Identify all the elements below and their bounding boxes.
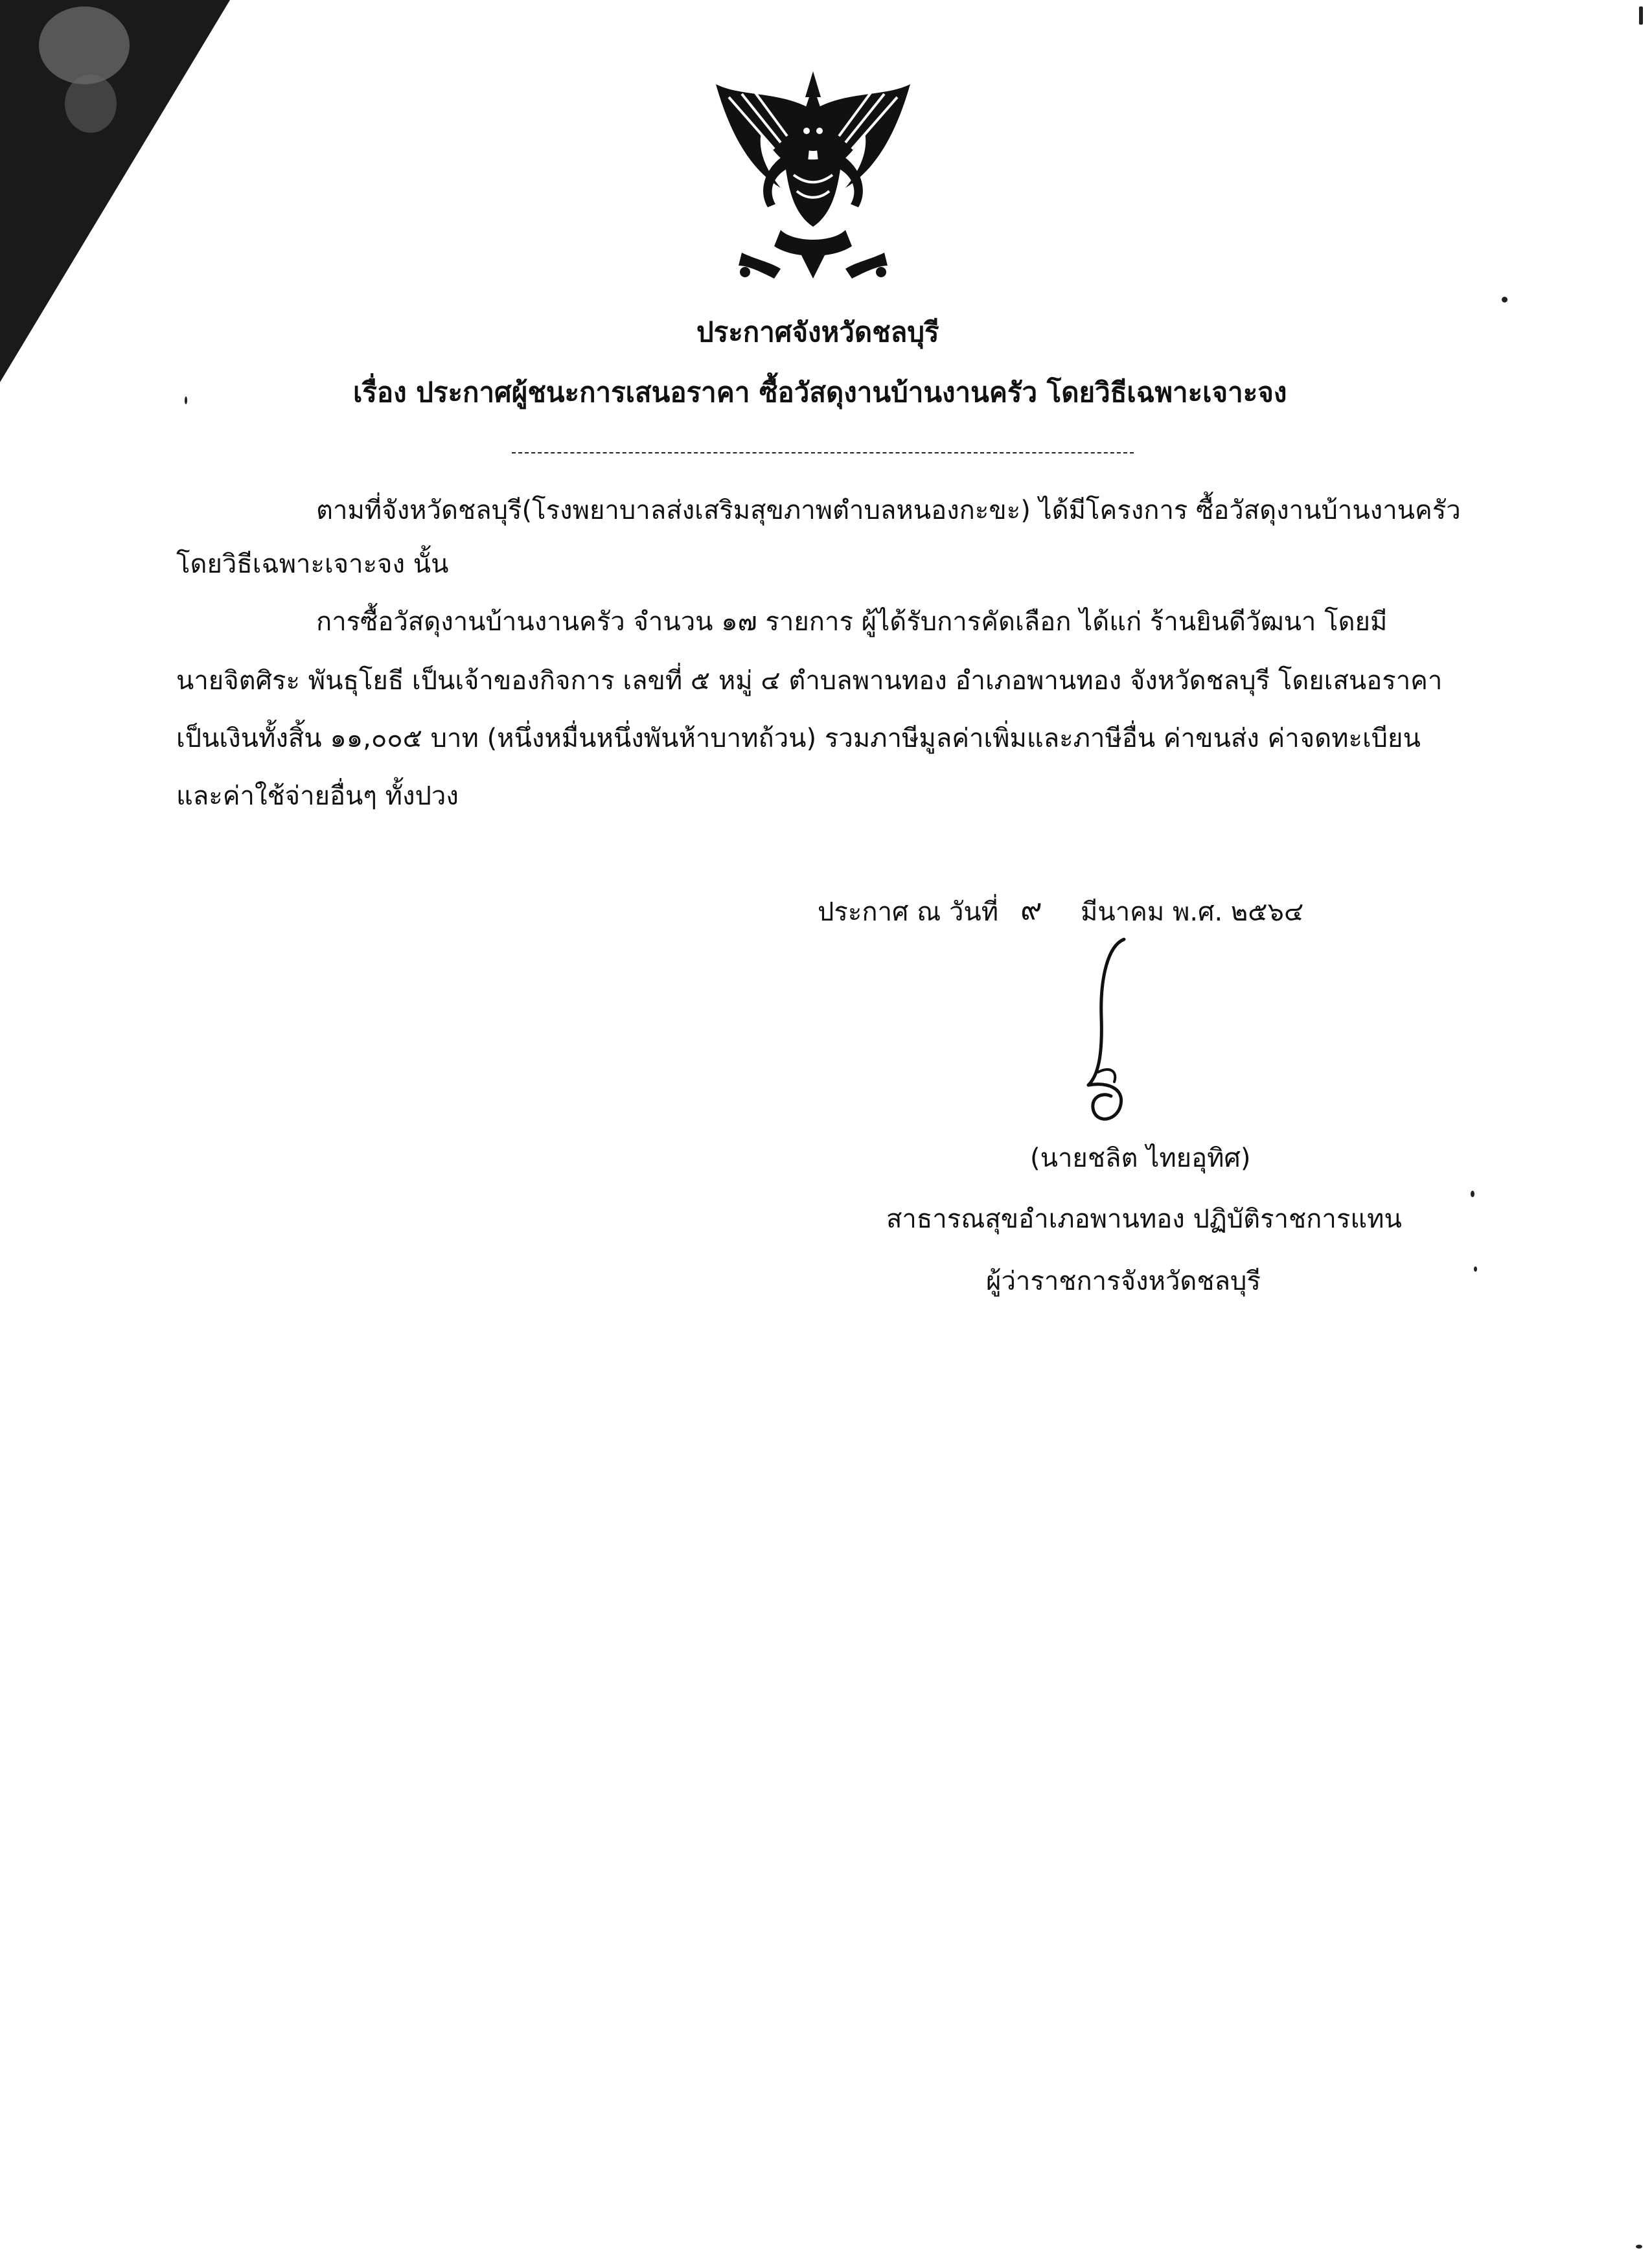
scan-shadow — [0, 0, 233, 389]
scan-speck — [1502, 297, 1508, 303]
scan-speck — [1471, 1191, 1474, 1197]
announcement-date-month-year: มีนาคม พ.ศ. ๒๕๖๔ — [1081, 897, 1304, 927]
scan-speck — [1474, 1266, 1477, 1272]
announcement-subject: เรื่อง ประกาศผู้ชนะการเสนอราคา ซื้อวัสดุงานบ้านงานครัว โดยวิธีเฉพาะเจาะจง — [353, 376, 1287, 408]
paragraph-1-line-2: โดยวิธีเฉพาะเจาะจง นั้น — [176, 549, 449, 579]
announcement-date-prefix: ประกาศ ณ วันที่ — [818, 897, 999, 927]
paragraph-2-line-4: และค่าใช้จ่ายอื่นๆ ทั้งปวง — [176, 781, 459, 811]
paragraph-2-line-1: การซื้อวัสดุงานบ้านงานครัว จำนวน ๑๗ รายการ ผู้ได้รับการคัดเลือก ได้แก่ ร้านยินดีวัฒนา โดยมี — [316, 607, 1388, 637]
separator-line — [512, 452, 1134, 453]
scan-speck — [1636, 2245, 1642, 2249]
announcement-title: ประกาศจังหวัดชลบุรี — [696, 316, 939, 348]
paragraph-2-line-3: เป็นเงินทั้งสิ้น ๑๑,๐๐๕ บาท (หนึ่งหมื่นหนึ่งพันห้าบาทถ้วน) รวมภาษีมูลค่าเพิ่มและภาษีอื่น ค่าขนส่ง ค่าจดทะเบียน — [176, 724, 1421, 753]
announcement-date-day: ๙ — [1020, 891, 1042, 926]
signatory-position-line-2: ผู้ว่าราชการจังหวัดชลบุรี — [986, 1266, 1261, 1296]
signatory-position-line-1: สาธารณสุขอำเภอพานทอง ปฏิบัติราชการแทน — [886, 1204, 1402, 1234]
signatory-name: (นายชลิต ไทยอุทิศ) — [1030, 1143, 1251, 1173]
handwritten-signature — [1062, 926, 1166, 1140]
paragraph-2-line-2: นายจิตศิระ พันธุโยธี เป็นเจ้าของกิจการ เลขที่ ๕ หมู่ ๔ ตำบลพานทอง อำเภอพานทอง จังหวัดชลบุรี โดยเสนอราคา — [176, 666, 1443, 696]
scan-speck — [185, 396, 187, 404]
garuda-emblem-icon — [703, 71, 923, 298]
paragraph-1-line-1: ตามที่จังหวัดชลบุรี(โรงพยาบาลส่งเสริมสุขภาพตำบลหนองกะขะ) ได้มีโครงการ ซื้อวัสดุงานบ้านงานครัว — [316, 496, 1461, 525]
scan-speck — [1639, 6, 1643, 25]
